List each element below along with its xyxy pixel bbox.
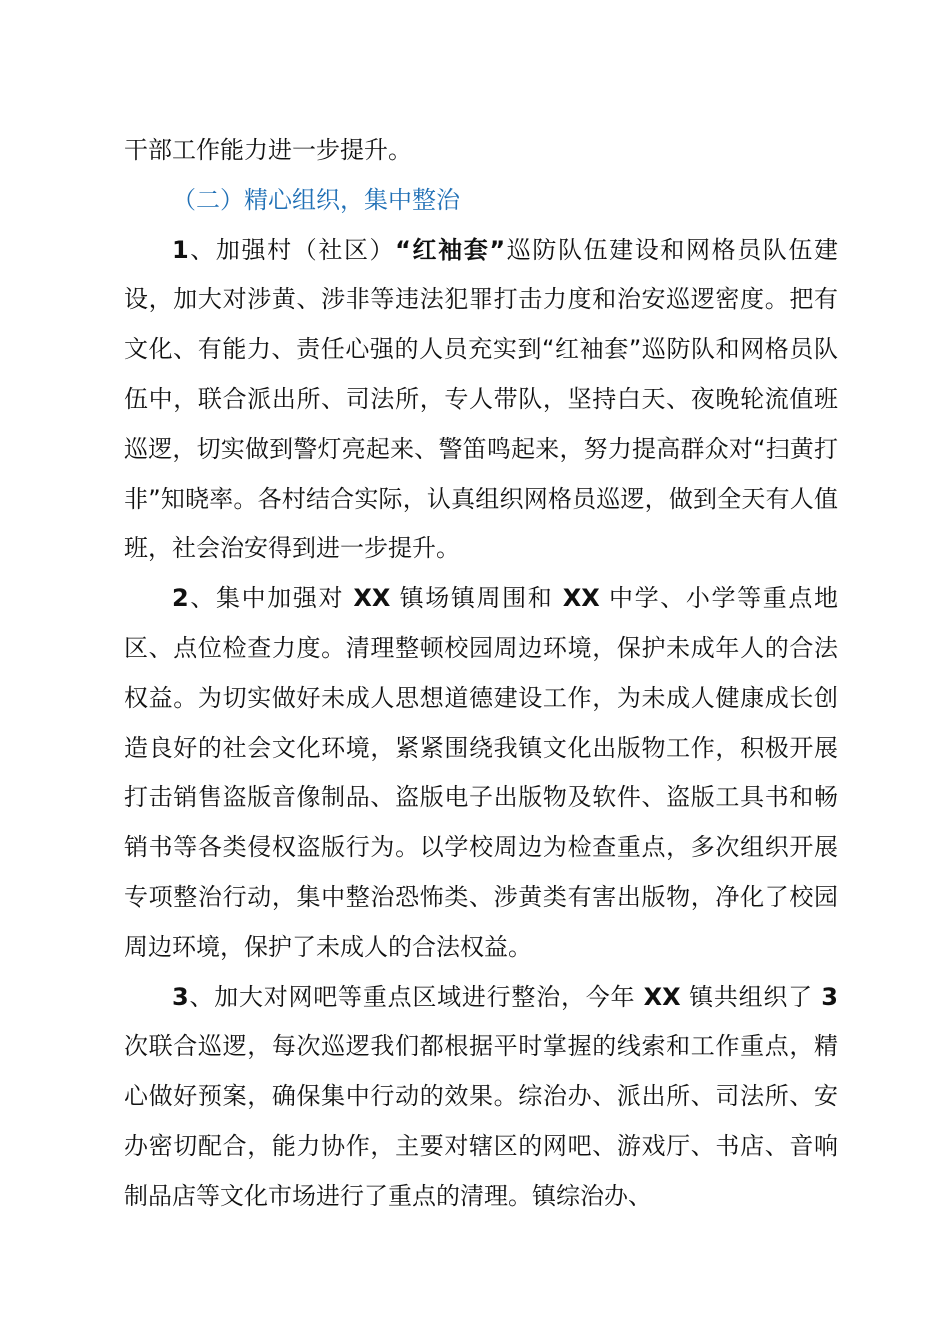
paragraph-item-1 <box>124 226 838 575</box>
paragraph-text: 、集中加强对 <box>188 584 354 613</box>
item-number: 2 <box>172 584 189 613</box>
paragraph-item-3 <box>124 973 838 1222</box>
paragraph-text: 干部工作能力进一步提升。 <box>124 136 412 164</box>
patrol-count: 3 <box>821 982 838 1011</box>
placeholder-xx: XX <box>643 982 681 1011</box>
paragraph-text: 中学、小学等重点地区、点位检查力度。清理整顿校园周边环境，保护未成年人的合法权益。为切实做好未成人思想道德建设工作，为未成人健康成长创造良好的社会文化环境，紧紧围绕我镇文化出版物工作，积极开展打击销售盗版音像制品、盗版电子出版物及软件、盗版工具书和畅销书等各类侵权盗版行为。以学校周边为检查重点，多次组织开展专项整治行动，集中整治恐怖类、涉黄类有害出版物，净化了校园周边环境，保护了未成人的合法权益。 <box>124 584 838 961</box>
placeholder-xx: XX <box>353 584 391 613</box>
section-heading <box>124 176 838 226</box>
placeholder-xx: XX <box>562 584 600 613</box>
paragraph-item-2 <box>124 574 838 972</box>
document-page <box>124 126 838 1222</box>
item-number: 1 <box>172 235 189 264</box>
paragraph-text: 镇共组织了 <box>680 982 822 1011</box>
paragraph-continuation <box>124 126 838 176</box>
paragraph-text: 次联合巡逻，每次巡逻我们都根据平时掌握的线索和工作重点，精心做好预案，确保集中行动的效果。综治办、派出所、司法所、安办密切配合，能力协作，主要对辖区的网吧、游戏厅、书店、音响制品店等文化市场进行了重点的清理。镇综治办、 <box>124 1032 838 1210</box>
paragraph-text: 巡防队伍建设和网格员队伍建设，加大对涉黄、涉非等违法犯罪打击力度和治安巡逻密度。把有文化、有能力、责任心强的人员充实到“红袖套”巡防队和网格员队伍中，联合派出所、司法所，专人带队，坚持白天、夜晚轮流值班巡逻，切实做到警灯亮起来、警笛鸣起来，努力提高群众对“扫黄打非”知晓率。各村结合实际，认真组织网格员巡逻，做到全天有人值班，社会治安得到进一步提升。 <box>124 235 839 563</box>
item-number: 3 <box>172 982 189 1011</box>
paragraph-text: 、加强村（社区） <box>188 235 396 264</box>
bold-quote: “红袖套” <box>395 235 506 264</box>
paragraph-text: 、加大对网吧等重点区域进行整治，今年 <box>188 982 644 1011</box>
paragraph-text: 镇场镇周围和 <box>390 584 563 613</box>
section-heading-text: （二）精心组织，集中整治 <box>172 185 460 214</box>
